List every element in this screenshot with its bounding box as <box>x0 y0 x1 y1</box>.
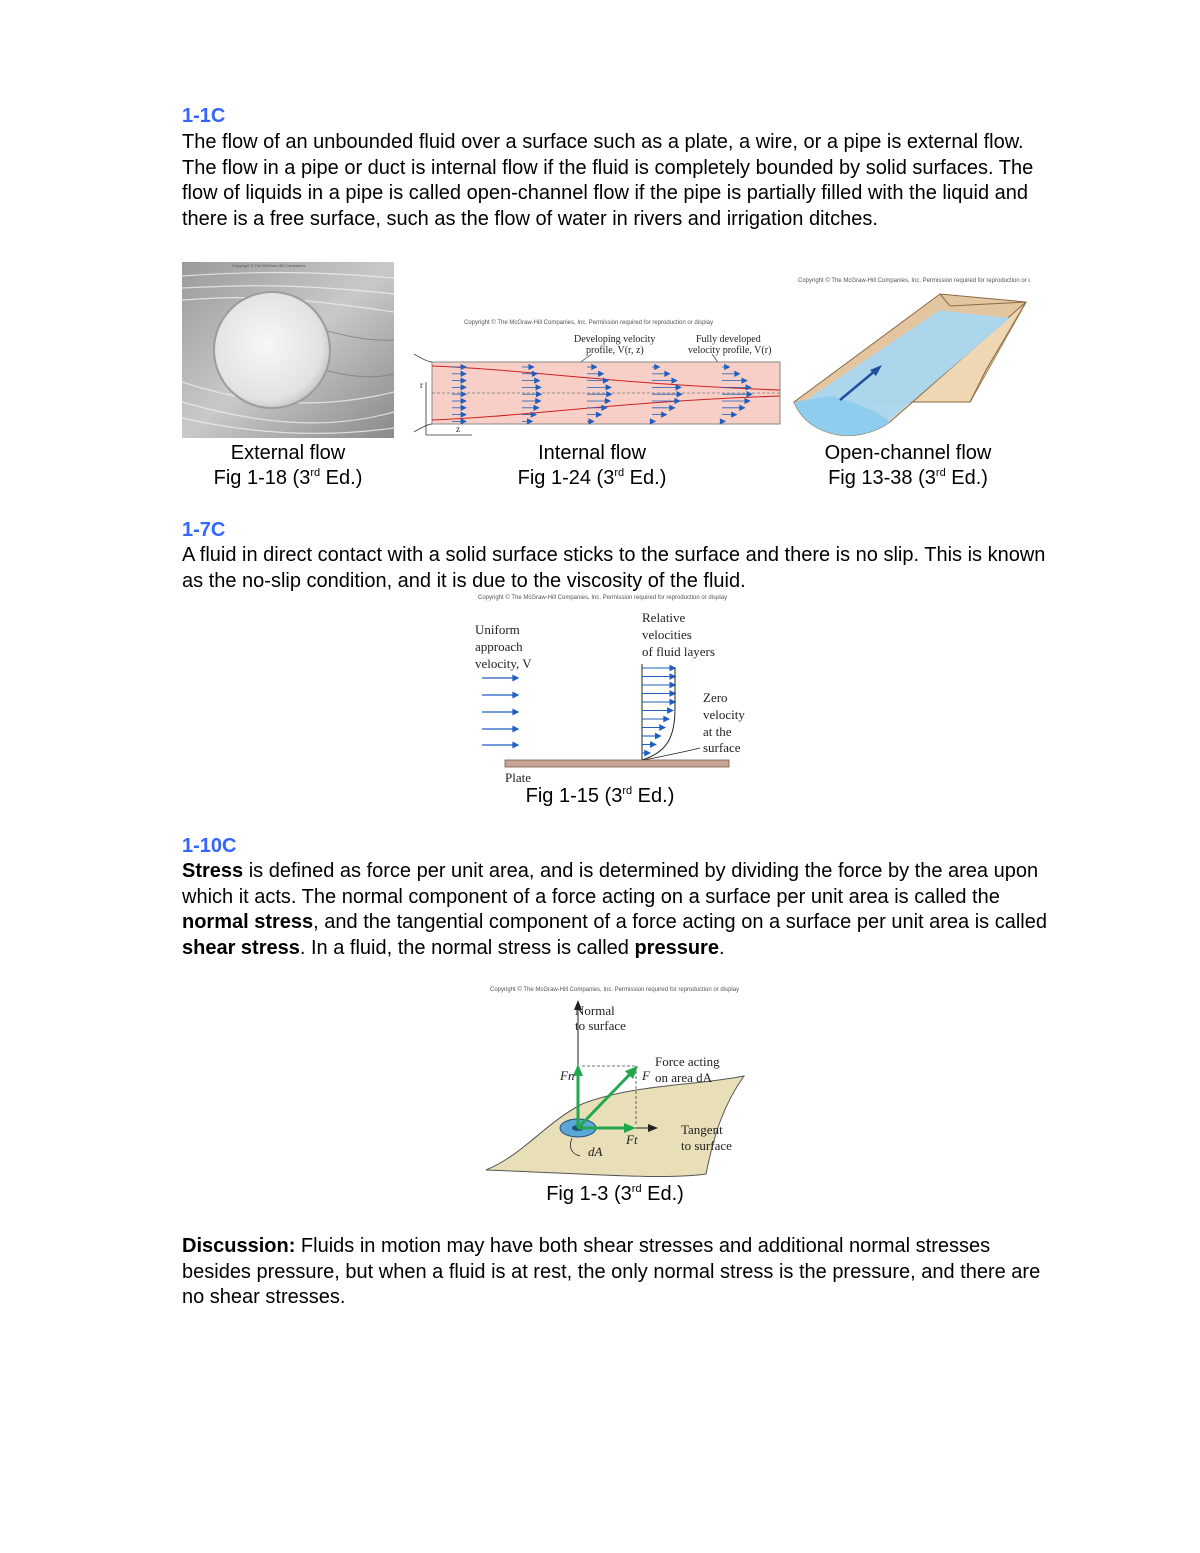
open-channel-figure <box>790 272 1030 440</box>
label-ft: Ft <box>626 1132 638 1147</box>
paragraph-stress: Stress is defined as force per unit area, and is determined by dividing the force by the area upon which it acts. The normal component of a force acting on a surface per unit area is called the normal stress, and the tangential component of a force acting on a surface per unit area is called shear stress. In a fluid, the normal stress is called pressure. <box>182 860 1047 959</box>
internal-flow-diagram <box>412 310 782 440</box>
caption-no-slip-fig: Fig 1-15 (3rd Ed.) <box>525 785 675 807</box>
label-developing-1: Developing velocity <box>574 334 656 345</box>
external-flow-photo <box>182 262 394 438</box>
label-relative-1: Relative <box>642 610 686 625</box>
layer-arrow-head <box>660 725 665 730</box>
label-da: dA <box>588 1144 603 1159</box>
label-tangent-2: to surface <box>681 1138 732 1153</box>
label-uniform-2: approach <box>475 639 523 654</box>
paragraph-no-slip: A fluid in direct contact with a solid surface sticks to the surface and there is no slip. This is known as the no-slip condition, and it is due to the viscosity of the fluid. <box>182 544 1046 592</box>
uniform-arrow-head <box>513 743 518 748</box>
layer-arrow-head <box>670 683 675 688</box>
paragraph-discussion: Discussion: Fluids in motion may have both shear stresses and additional normal stresses besides pressure, but when a fluid is at rest, the only normal stress is the pressure, and there are no shear stresses. <box>182 1235 1041 1308</box>
layer-arrow-head <box>651 742 656 747</box>
layer-arrow-head <box>664 717 669 722</box>
external-flow-image <box>182 262 394 438</box>
label-relative-2: velocities <box>642 627 692 642</box>
no-slip-figure <box>468 590 758 786</box>
heading-1-10c: 1-10C <box>182 835 237 857</box>
caption-internal-title: Internal flow <box>538 442 646 464</box>
label-developed-2: velocity profile, V(r) <box>688 345 772 356</box>
heading-1-7c: 1-7C <box>182 519 226 541</box>
open-channel-copyright: Copyright © The McGraw-Hill Companies, Inc. Permission required for reproduction or display <box>798 278 1030 284</box>
caption-external-flow <box>182 441 394 491</box>
caption-stress-fig: Fig 1-3 (3rd Ed.) <box>546 1183 684 1205</box>
label-relative-3: of fluid layers <box>642 644 715 659</box>
label-f: F <box>642 1068 650 1083</box>
axis-r: r <box>420 380 423 390</box>
label-tangent-1: Tangent <box>681 1122 723 1137</box>
label-developing-2: profile, V(r, z) <box>586 345 644 356</box>
no-slip-copyright: Copyright © The McGraw-Hill Companies, Inc. Permission required for reproduction or display <box>478 595 728 601</box>
caption-open-channel-fig: Fig 13-38 (3rd Ed.) <box>828 467 988 489</box>
caption-external-fig: Fig 1-18 (3rd Ed.) <box>213 467 363 489</box>
label-uniform-3: velocity, V <box>475 656 532 671</box>
uniform-arrow-head <box>513 727 518 732</box>
layer-arrow-head <box>670 666 675 671</box>
stress-figure <box>484 984 746 1180</box>
label-zero-4: surface <box>703 740 741 755</box>
term-pressure: pressure <box>634 936 719 959</box>
paragraph-flow-types: The flow of an unbounded fluid over a surface such as a plate, a wire, or a pipe is external flow. The flow in a pipe or duct is internal flow if the fluid is completely bounded by solid surfaces. The flow of liquids in a pipe is called open-channel flow if the pipe is partially filled with the liquid and there is a free surface, such as the flow of water in rivers and irrigation ditches. <box>182 131 1034 230</box>
layer-arrow-head <box>655 734 660 739</box>
svg-text:Copyright © The McGraw-Hill Co: Copyright © The McGraw-Hill Companies <box>232 263 306 268</box>
label-force-1: Force acting <box>655 1054 720 1069</box>
label-developed-1: Fully developed <box>696 334 761 345</box>
layer-arrow-head <box>670 691 675 696</box>
stress-copyright: Copyright © The McGraw-Hill Companies, Inc. Permission required for reproduction or display <box>490 987 740 993</box>
layer-arrow-head <box>670 674 675 679</box>
discussion-label: Discussion: <box>182 1235 296 1257</box>
caption-open-channel-flow <box>802 441 1014 491</box>
stress-diagram <box>484 984 746 1180</box>
open-channel-diagram <box>790 272 1030 440</box>
label-normal-1: Normal <box>575 1003 615 1018</box>
caption-internal-flow <box>482 441 702 491</box>
heading-1-1c: 1-1C <box>182 105 226 127</box>
layer-arrow-head <box>668 708 673 713</box>
caption-open-channel-title: Open-channel flow <box>824 442 992 464</box>
label-uniform-1: Uniform <box>475 622 520 637</box>
caption-external-title: External flow <box>230 442 346 464</box>
axis-z: z <box>456 424 460 434</box>
layer-arrow-head <box>645 751 650 756</box>
no-slip-diagram <box>468 590 758 786</box>
uniform-arrow-head <box>513 676 518 681</box>
label-normal-2: to surface <box>575 1018 626 1033</box>
uniform-arrow-head <box>513 710 518 715</box>
internal-copyright: Copyright © The McGraw-Hill Companies, Inc. Permission required for reproduction or display <box>464 320 714 326</box>
label-zero-2: velocity <box>703 707 745 722</box>
label-fn: Fn <box>560 1068 575 1083</box>
term-stress: Stress <box>182 860 244 882</box>
caption-internal-fig: Fig 1-24 (3rd Ed.) <box>517 467 667 489</box>
label-zero-3: at the <box>703 724 732 739</box>
label-plate: Plate <box>505 770 531 785</box>
label-force-2: on area dA <box>655 1070 713 1085</box>
uniform-arrow-head <box>513 693 518 698</box>
layer-arrow-head <box>670 700 675 705</box>
internal-flow-figure <box>412 310 782 440</box>
term-shear-stress: shear stress <box>182 936 300 959</box>
label-zero-1: Zero <box>703 690 728 705</box>
term-normal-stress: normal stress <box>182 911 314 933</box>
